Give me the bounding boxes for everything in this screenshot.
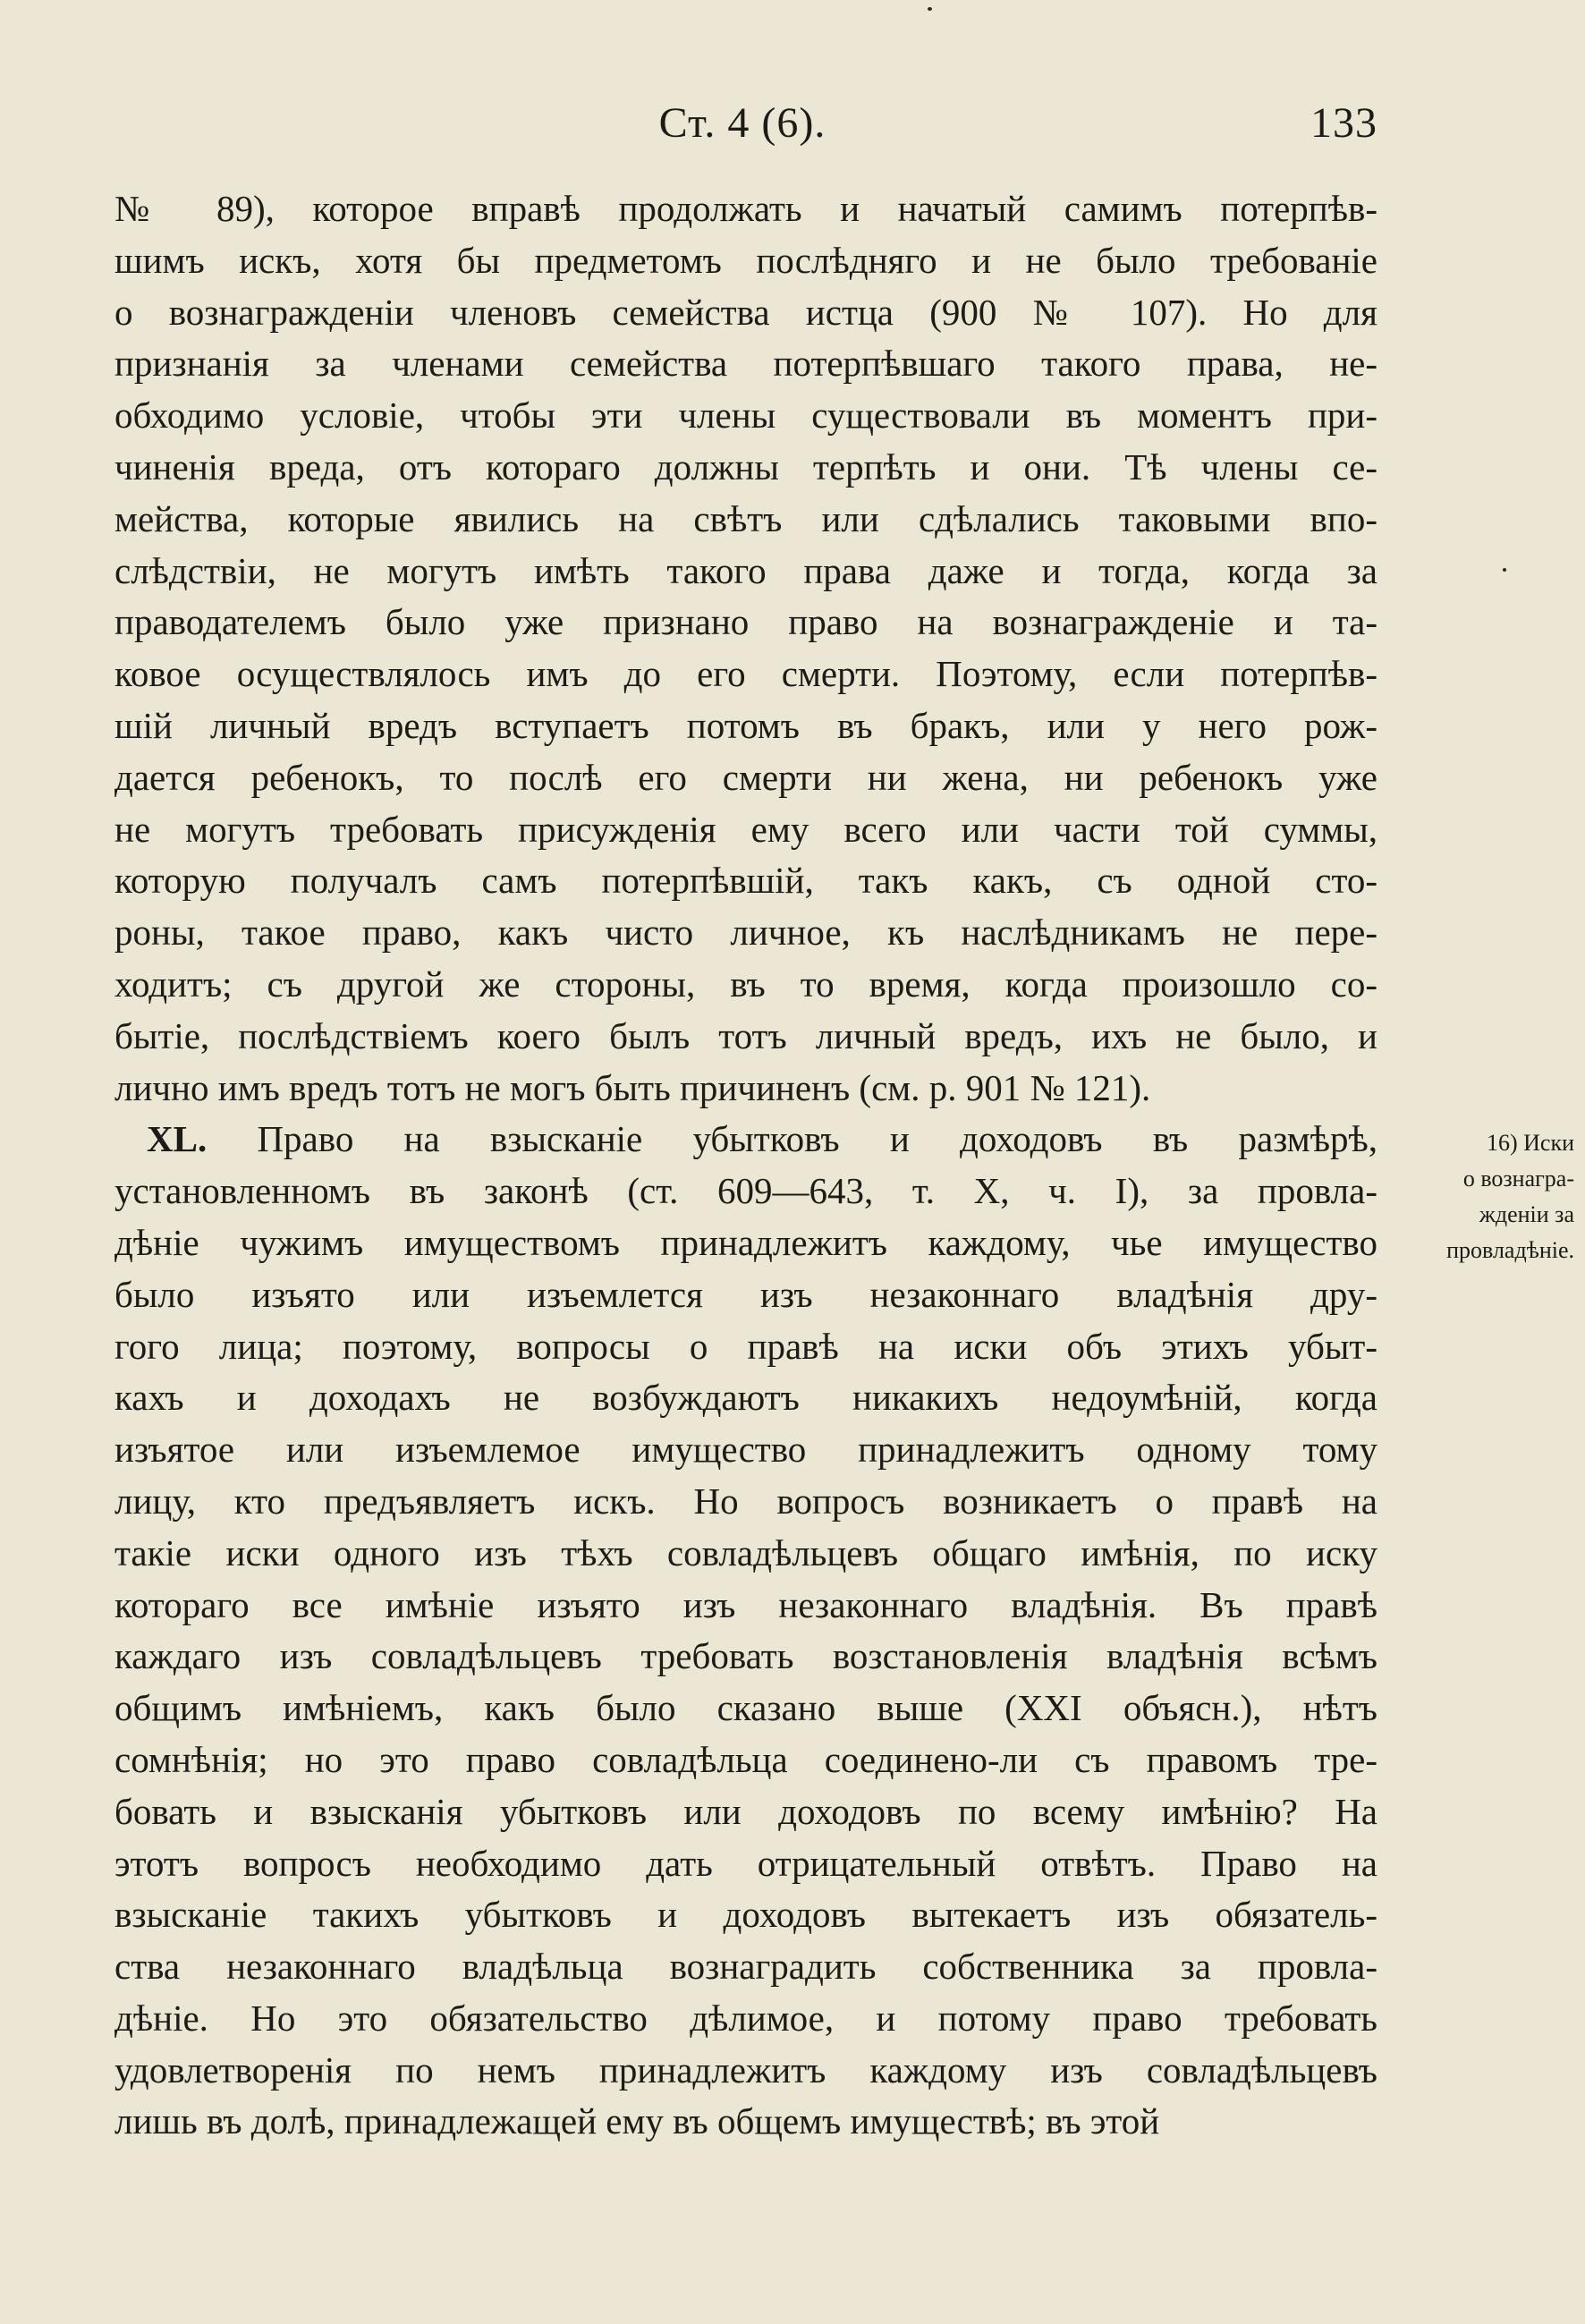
text-line: изъятое или изъемлемое имущество принадлежитъ одному тому [114, 1429, 1377, 1471]
text-line: дѣніе. Но это обязательство дѣлимое, и потому право требовать [114, 1997, 1377, 2039]
text-line: лицу, кто предъявляетъ искъ. Но вопросъ возникаетъ о правѣ на [114, 1480, 1377, 1522]
text-line: чиненія вреда, отъ котораго должны терпѣть и они. Тѣ члены се- [114, 445, 1377, 488]
text-line: мейства, которые явились на свѣтъ или сдѣлались таковыми впо- [114, 497, 1377, 539]
text-line: слѣдствіи, не могутъ имѣть такого права даже и тогда, когда за [114, 549, 1377, 591]
text-line: не могутъ требовать присужденія ему всего или части той суммы, [114, 808, 1377, 850]
text-line: бовать и взысканія убытковъ или доходовъ по всему имѣнію? На [114, 1790, 1377, 1832]
text-line: этотъ вопросъ необходимо дать отрицательный отвѣтъ. Право на [114, 1842, 1377, 1884]
text-line: которую получалъ самъ потерпѣвшій, такъ какъ, съ одной сто- [114, 860, 1377, 902]
margin-note-line: провладѣніе. [1446, 1237, 1574, 1263]
margin-note-line: о вознагра- [1462, 1166, 1574, 1192]
margin-note-line: 16) Иски [1486, 1130, 1574, 1156]
margin-note-line: жденіи за [1479, 1201, 1574, 1227]
text-line: каждаго изъ совладѣльцевъ требовать возстановленія владѣнія всѣмъ [114, 1635, 1377, 1677]
text-line: шій личный вредъ вступаетъ потомъ въ бракъ, или у него рож- [114, 704, 1377, 746]
text-line: дается ребенокъ, то послѣ его смерти ни жена, ни ребенокъ уже [114, 756, 1377, 798]
body-text [114, 183, 1377, 2148]
text-line: котораго все имѣніе изъято изъ незаконнаго владѣнія. Въ правѣ [114, 1583, 1377, 1625]
text-line: дѣніе чужимъ имуществомъ принадлежитъ каждому, чье имущество [114, 1221, 1377, 1263]
text-line: ковое осуществлялось имъ до его смерти. Поэтому, если потерпѣв- [114, 653, 1377, 695]
running-head [107, 98, 1377, 152]
text-line: лично имъ вредъ тотъ не могъ быть причиненъ (см. р. 901 № 121). [114, 1066, 1151, 1108]
text-line: признанія за членами семейства потерпѣвшаго такого права, не- [114, 343, 1377, 385]
text-line: шимъ искъ, хотя бы предметомъ послѣдняго и не было требованіе [114, 239, 1377, 281]
paragraph [114, 1114, 1377, 2148]
text-line: сомнѣнія; но это право совладѣльца соединено-ли съ правомъ тре- [114, 1738, 1377, 1780]
line-text: Право на взысканіе убытковъ и доходовъ въ размѣрѣ, [257, 1118, 1377, 1160]
text-line: взысканіе такихъ убытковъ и доходовъ вытекаетъ изъ обязатель- [114, 1894, 1377, 1936]
text-line: гого лица; поэтому, вопросы о правѣ на иски объ этихъ убыт- [114, 1325, 1377, 1367]
text-line: праводателемъ было уже признано право на вознагражденіе и та- [114, 601, 1377, 643]
text-line: установленномъ въ законѣ (ст. 609—643, т. X, ч. I), за провла- [114, 1170, 1377, 1212]
text-line: лишь въ долѣ, принадлежащей ему въ общемъ имуществѣ; въ этой [114, 2100, 1160, 2142]
text-line: было изъято или изъемлется изъ незаконнаго владѣнія дру- [114, 1273, 1377, 1315]
text-line [114, 1114, 1377, 1166]
print-speck [928, 7, 932, 11]
page-header-title: Ст. 4 (6). [658, 99, 826, 147]
text-line: роны, такое право, какъ чисто личное, къ наслѣдникамъ не пере- [114, 912, 1377, 954]
text-line: бытіе, послѣдствіемъ коего былъ тотъ личный вредъ, ихъ не было, и [114, 1014, 1377, 1056]
text-line: общимъ имѣніемъ, какъ было сказано выше (XXI объясн.), нѣтъ [114, 1687, 1377, 1729]
print-speck [1503, 568, 1506, 572]
section-number: XL. [147, 1118, 208, 1160]
text-line: удовлетворенія по немъ принадлежитъ каждому изъ совладѣльцевъ [114, 2048, 1377, 2091]
text-line: кахъ и доходахъ не возбуждаютъ никакихъ недоумѣній, когда [114, 1377, 1377, 1419]
text-line: о вознагражденіи членовъ семейства истца (900 № 107). Но для [114, 291, 1377, 333]
text-line: обходимо условіе, чтобы эти члены существовали въ моментъ при- [114, 394, 1377, 437]
paragraph [114, 183, 1377, 1114]
text-line: № 89), которое вправѣ продолжать и начатый самимъ потерпѣв- [114, 188, 1377, 229]
text-line: ходитъ; съ другой же стороны, въ то время, когда произошло со- [114, 963, 1377, 1005]
margin-note [1385, 1125, 1574, 1268]
page-number: 133 [1310, 99, 1377, 147]
text-line: ства незаконнаго владѣльца вознаградить собственника за провла- [114, 1946, 1377, 1988]
text-line: такіе иски одного изъ тѣхъ совладѣльцевъ общаго имѣнія, по иску [114, 1531, 1377, 1573]
